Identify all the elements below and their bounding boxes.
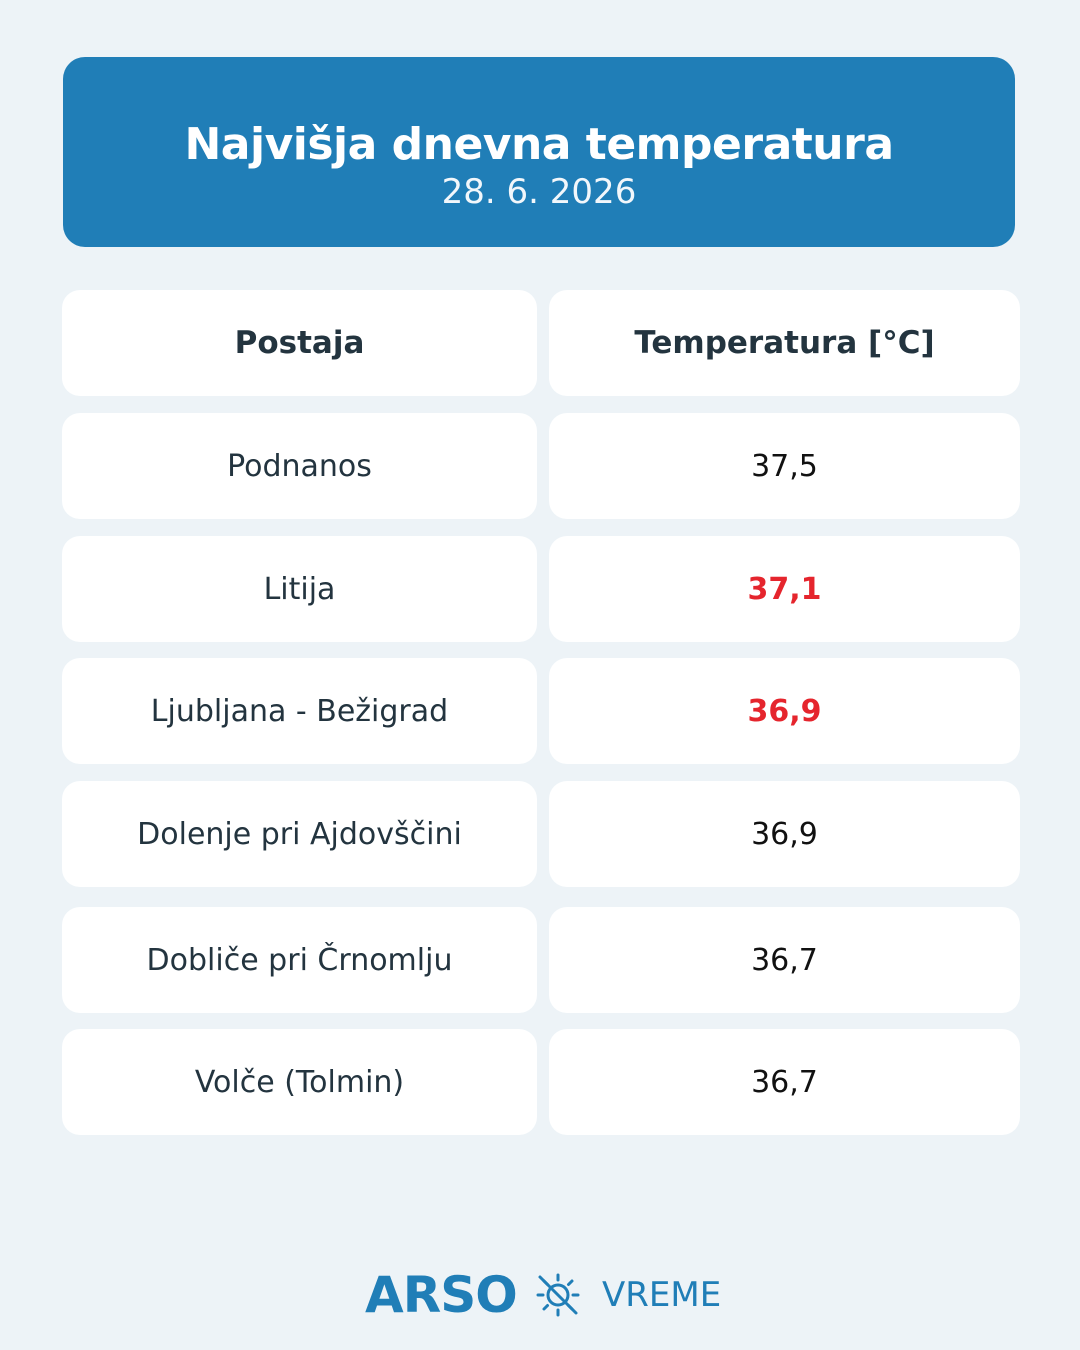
temperature-value: 37,5 <box>549 413 1020 519</box>
temperature-value: 36,7 <box>549 907 1020 1013</box>
temperature-value: 36,7 <box>549 1029 1020 1135</box>
table-row <box>62 1029 1020 1135</box>
sun-weather-icon <box>533 1270 583 1320</box>
vreme-label: VREME <box>602 1275 722 1315</box>
station-name: Volče (Tolmin) <box>62 1029 537 1135</box>
footer-branding <box>0 1255 1080 1335</box>
station-name: Dolenje pri Ajdovščini <box>62 781 537 887</box>
station-name: Ljubljana - Bežigrad <box>62 658 537 764</box>
temperature-value-highlighted: 37,1 <box>549 536 1020 642</box>
column-header-temperature: Temperatura [°C] <box>549 290 1020 396</box>
page-title: Najvišja dnevna temperatura <box>184 119 894 170</box>
station-name: Dobliče pri Črnomlju <box>62 907 537 1013</box>
column-header-station: Postaja <box>62 290 537 396</box>
station-name: Litija <box>62 536 537 642</box>
table-row <box>62 907 1020 1013</box>
station-name: Podnanos <box>62 413 537 519</box>
arso-logo: ARSO <box>365 1266 517 1324</box>
temperature-value-highlighted: 36,9 <box>549 658 1020 764</box>
temperature-value: 36,9 <box>549 781 1020 887</box>
table-row <box>62 781 1020 887</box>
table-row <box>62 413 1020 519</box>
date-label: 28. 6. 2026 <box>441 172 637 212</box>
table-row <box>62 658 1020 764</box>
title-banner <box>63 57 1015 247</box>
table-header-row <box>62 290 1020 396</box>
table-row <box>62 536 1020 642</box>
